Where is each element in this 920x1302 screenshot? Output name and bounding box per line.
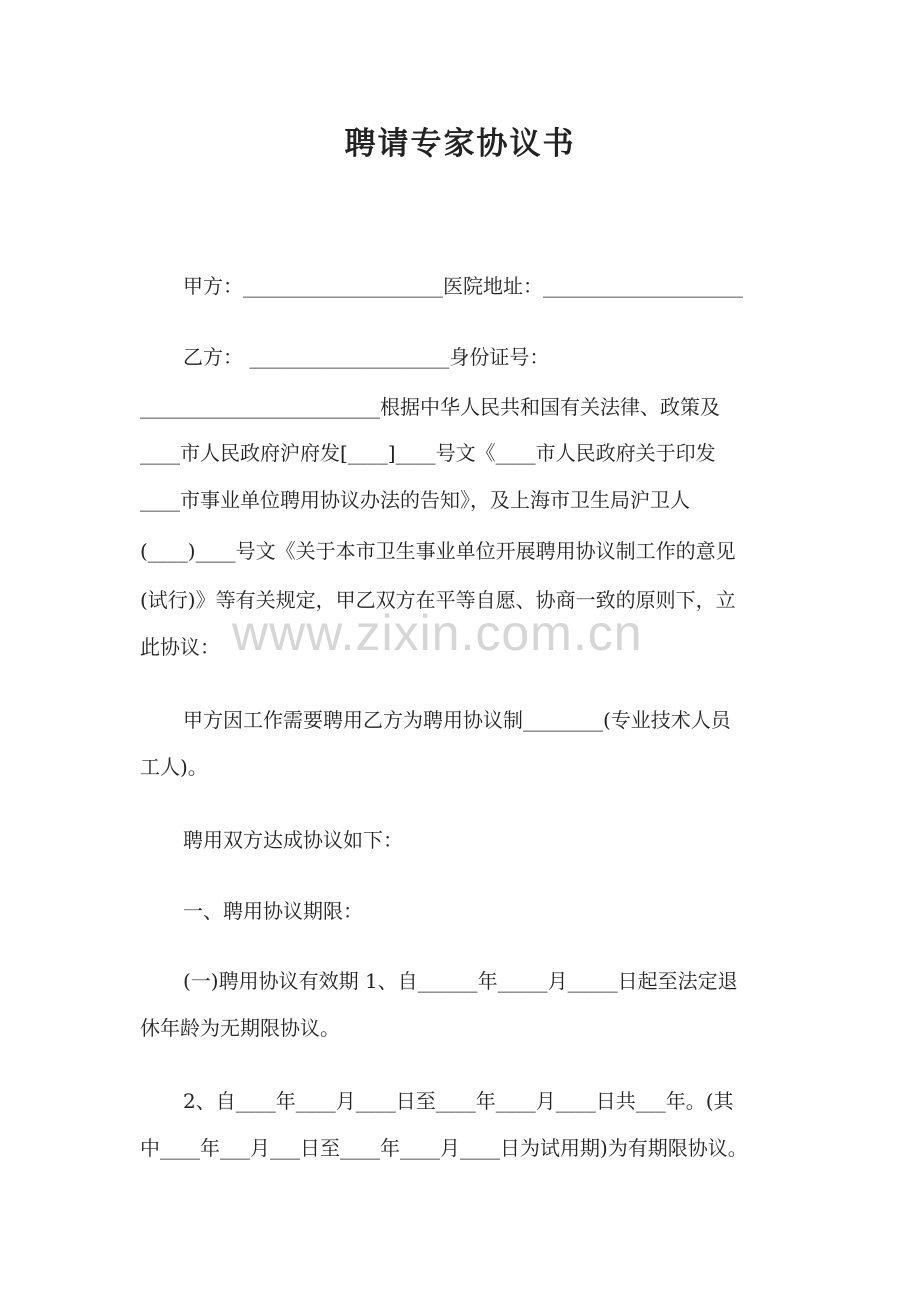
term-clause-1-line-2: 休年龄为无期限协议。: [140, 1016, 340, 1040]
term-clause-2-line-1: 2、自____年____月____日至____年____月____日共___年。(其: [183, 1089, 734, 1113]
basis-line-3: ____市事业单位聘用协议办法的告知》，及上海市卫生局沪卫人: [140, 488, 690, 512]
employment-line-2: 工人)。: [140, 755, 208, 779]
agreement-intro: 聘用双方达成协议如下：: [183, 828, 403, 852]
basis-line-6: 此协议：: [140, 635, 220, 659]
employment-line-1: 甲方因工作需要聘用乙方为聘用协议制________(专业技术人员: [183, 708, 731, 732]
basis-line-2: ____市人民政府沪府发[____]____号文《____市人民政府关于印发: [140, 441, 716, 465]
basis-line-5: (试行)》等有关规定，甲乙双方在平等自愿、协商一致的原则下，立: [140, 588, 736, 612]
basis-line-4: (____)____号文《关于本市卫生事业单位开展聘用协议制工作的意见: [140, 539, 736, 563]
watermark: www.zixin.com.cn: [232, 605, 643, 661]
term-clause-1-line-1: (一)聘用协议有效期 1、自______年_____月_____日起至法定退: [183, 969, 738, 993]
term-clause-2-line-2: 中____年___月___日至____年____月____日为试用期)为有期限协议。: [140, 1136, 748, 1160]
basis-line-1: ________________________根据中华人民共和国有关法律、政策及: [140, 395, 720, 419]
party-b-line: 乙方： ____________________身份证号：: [183, 345, 550, 369]
party-a-line: 甲方：____________________医院地址：____________________: [183, 274, 743, 298]
document-title: 聘请专家协议书: [344, 126, 576, 162]
section-heading-term: 一、聘用协议期限：: [183, 899, 363, 923]
